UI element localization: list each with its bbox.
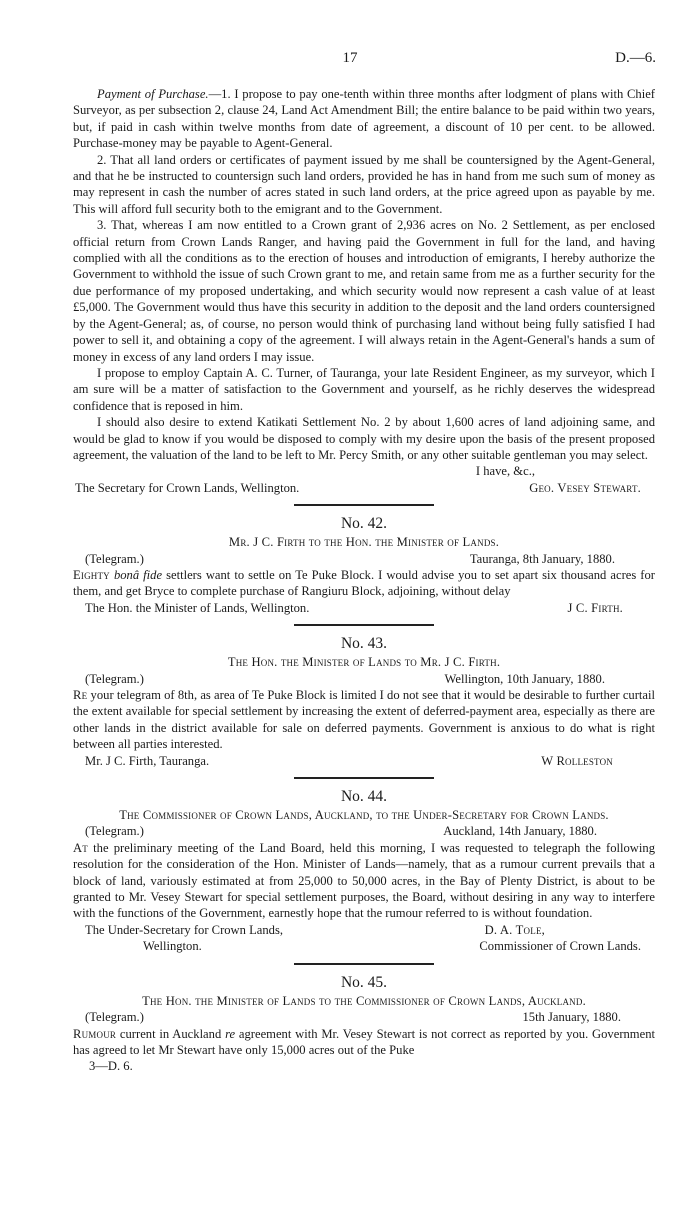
section-heading-43: The Hon. the Minister of Lands to Mr. J C. Firth. [227,655,501,670]
place-date: Wellington, 10th January, 1880. [444,671,605,686]
sign-off-row-42 [73,600,655,616]
italic-phrase: bonâ fide [113,567,163,582]
body-text: settlers want to settle on Te Puke Block. I would advise you to set apart six thousand acres for them, and get Bryce to complete purchase of Rangiuru Block, adjoining, without delay [73,567,655,599]
telegram-row-45 [73,1009,655,1025]
sign-off-row-44b [73,938,655,954]
signature-name: D. A. Tole, [484,922,545,937]
addressee-line-1: The Under-Secretary for Crown Lands, [85,922,284,937]
body-text: the preliminary meeting of the Land Board, held this morning, I was requested to telegraph the following resolution for the consideration of the Hon. Minister of Lands—namely, that as a rumour current prevails that a block of land, variously estimated at from 25,000 to 50,000 acres, in the Bay of Plenty District, is about to be granted to Mr. Vesey Stewart for special settlement purposes, the Board, without desiring in any way to interfere with the functions of the Government, earnestly hope that the rumour referred to is without foundation. [73,840,655,921]
telegram-row-42 [73,551,655,567]
telegram-row-43 [73,671,655,687]
date: 15th January, 1880. [522,1010,621,1025]
section-body-43 [73,687,655,753]
signature-mark: 3—D. 6. [89,1059,133,1074]
signature: J C. Firth. [567,600,623,615]
signature: Geo. Vesey Stewart. [529,480,641,495]
section-number-45: No. 45. [340,973,388,991]
body-text-1: current in Auckland [119,1026,222,1041]
divider-rule [294,624,434,626]
section-body-42 [73,567,655,600]
telegram-label: (Telegram.) [85,671,144,686]
page-number: 17 [342,50,358,66]
section-number-43: No. 43. [340,635,388,653]
section-body-45 [73,1026,655,1059]
addressee: The Hon. the Minister of Lands, Wellington. [85,600,310,615]
telegram-label: (Telegram.) [85,824,144,839]
place-date: Tauranga, 8th January, 1880. [469,551,615,566]
closing: I have, &c., [475,464,535,479]
divider-rule [294,504,434,506]
telegram-label: (Telegram.) [85,1010,144,1025]
lead-word: Rumour [73,1026,117,1041]
divider-rule [294,963,434,965]
section-heading-45: The Hon. the Minister of Lands to the Commissioner of Crown Lands, Auckland. [142,993,586,1008]
paragraph-4: I propose to employ Captain A. C. Turner, of Tauranga, your late Resident Engineer, as my surveyor, which I am sure will be a matter of satisfaction to the Government and yourself, as he richly deserves the widespread confidence that is reposed in him. [73,365,655,413]
section-body-44 [73,840,655,922]
lead-word: Re [73,688,88,702]
addressee: Mr. J C. Firth, Tauranga. [85,753,210,768]
lead-word: At [73,840,88,855]
telegram-label: (Telegram.) [85,551,144,566]
italic-phrase: re [225,1026,236,1041]
signature: W Rolleston [541,753,613,768]
body-text: your telegram of 8th, as area of Te Puke Block is limited I do not see that it would be desirable to further curtail the extent available for special settlement by increasing the extent of deferred-payment area, especially as there are other lands in the district available for sale on deferred payments. Government is anxious to do what is right between all parties interested. [73,688,655,752]
paragraph-lead: Payment of Purchase. [97,87,209,101]
signature-title: Commissioner of Crown Lands. [479,939,641,954]
section-heading-44: The Commissioner of Crown Lands, Auckland, to the Under-Secretary for Crown Lands. [119,808,609,823]
sign-off-row-43 [73,753,655,769]
divider-rule [294,777,434,779]
paragraph-payment [73,86,655,152]
section-number-44: No. 44. [340,788,388,806]
letter-continuation [73,86,655,1075]
telegram-row-44 [73,823,655,839]
paragraph-2: 2. That all land orders or certificates of payment issued by me shall be countersigned by the Agent-General, and that he be instructed to countersign such land orders, provided he has in hand from me such sum of money as may represent in cash the number of acres stated in such land orders, at the price agreed upon as payable by me. This will afford full security both to the emigrant and to the Government. [73,152,655,216]
paragraph-5: I should also desire to extend Katikati Settlement No. 2 by about 1,600 acres of land adjoining same, and would be glad to know if you would be disposed to comply with my desire upon the basis of the present proposed agreement, the valuation of the land to be left to Mr. Percy Smith, or any other suitable gentleman you may select. [73,415,655,462]
addressee-line-2: Wellington. [143,939,202,954]
paragraph-3: 3. That, whereas I am now entitled to a Crown grant of 2,936 acres on No. 2 Settlement, as per enclosed official return from Crown Lands Ranger, and having paid the Government in full for the land, and having complied with all the conditions as to the erection of houses and introduction of emigrants, I hereby authorize the Government to withhold the issue of such Crown grant to me, and retain same from me as a further security for the due performance of my proposed undertaking, and which security would now represent a cash value of at least £5,000. The Government would thus have this security in addition to the deposit and the land orders countersigned by the Agent-General; as, of course, no person would think of purchasing land without being fully satisfied I had power to sell it, and obtaining a copy of the agreement. I will always retain in the Agent-General's hands a sum of money in excess of any land orders I may issue. [73,218,655,364]
place-date: Auckland, 14th January, 1880. [443,824,597,839]
sign-off-row-44a [73,922,655,938]
paragraph-text: —1. I propose to pay one-tenth within three months after lodgment of plans with Chief Surveyor, as per subsection 2, clause 24, Land Act Amendment Bill; the entire balance to be paid within two years, but, if paid in cash within twelve months from date of agreement, a discount of 10 per cent. to be allowed. Purchase-money may be payable to Agent-General. [73,87,655,151]
document-reference: D.—6. [615,50,656,66]
body-text-2: agreement with Mr. Vesey Stewart is not correct as reported by you. Government has agreed to let Mr Stewart have only 15,000 acres out of the Puke [73,1026,655,1057]
section-number-42: No. 42. [340,515,388,533]
sign-off-row [73,480,655,496]
addressee: The Secretary for Crown Lands, Wellington. [75,480,300,495]
page-header [0,50,700,72]
lead-word: Eighty [73,567,110,582]
section-heading-42: Mr. J C. Firth to the Hon. the Minister of Lands. [228,535,500,550]
